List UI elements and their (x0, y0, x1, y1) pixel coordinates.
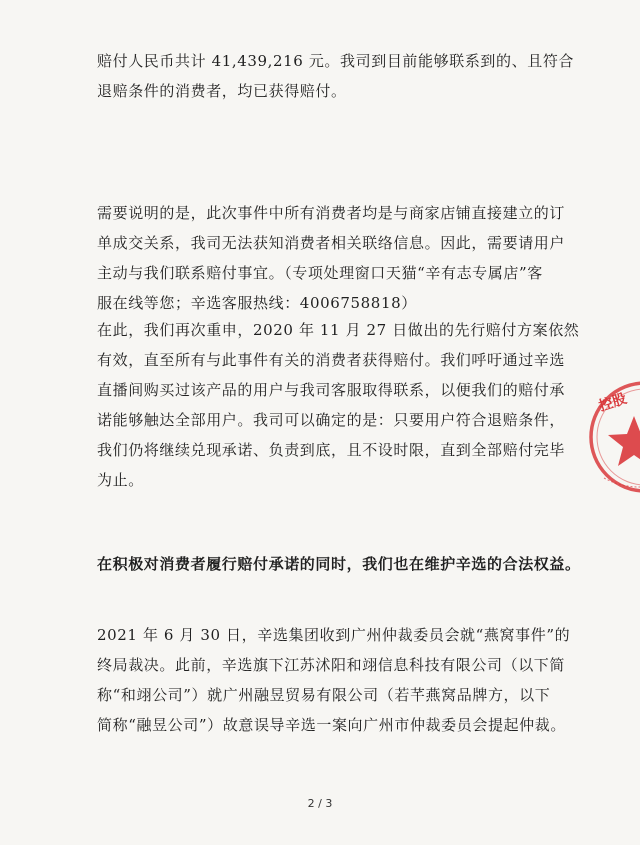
text-line: 服在线等您；辛选客服热线：4006758818） (97, 294, 417, 312)
text-line: 直播间购买过该产品的用户与我司客服取得联系，以便我们的赔付承 (97, 381, 566, 399)
paragraph-arbitration (97, 620, 571, 740)
paragraph-compensation-total (97, 46, 575, 106)
paragraph-reaffirmation (97, 315, 580, 495)
text-line: 需要说明的是，此次事件中所有消费者均是与商家店铺直接建立的订 (97, 204, 566, 222)
text-line: 我们仍将继续兑现承诺、负责到底，且不设时限，直到全部赔付完毕 (97, 441, 566, 459)
text-line: 在积极对消费者履行赔付承诺的同时，我们也在维护辛选的合法权益。 (97, 555, 581, 573)
text-line: 2021 年 6 月 30 日，辛选集团收到广州仲裁委员会就“燕窝事件”的 (97, 626, 571, 644)
text-line: 有效，直至所有与此事件有关的消费者获得赔付。我们呼吁通过辛选 (97, 351, 566, 369)
text-line: 终局裁决。此前，辛选旗下江苏沭阳和翊信息科技有限公司（以下简 (97, 656, 566, 674)
page-number: 2 / 3 (307, 797, 333, 810)
star-icon (608, 416, 640, 466)
text-line: 简称“融昱公司”）故意误导辛选一案向广州市仲裁委员会提起仲裁。 (97, 716, 566, 734)
svg-text:控股: 控股 (597, 390, 629, 415)
text-line: 主动与我们联系赔付事宜。（专项处理窗口天猫“辛有志专属店”客 (97, 264, 543, 282)
paragraph-contact-notice (97, 198, 565, 318)
text-line: 称“和翊公司”）就广州融昱贸易有限公司（若芊燕窝品牌方，以下 (97, 686, 551, 704)
text-line: 为止。 (97, 471, 144, 489)
text-line: 单成交关系，我司无法获知消费者相关联络信息。因此，需要请用户 (97, 234, 566, 252)
text-line: 在此，我们再次重申，2020 年 11 月 27 日做出的先行赔付方案依然 (97, 321, 580, 339)
paragraph-bold-statement (97, 549, 581, 579)
text-line: 诺能够触达全部用户。我司可以确定的是：只要用户符合退赔条件， (97, 411, 566, 429)
text-line: 赔付人民币共计 41,439,216 元。我司到目前能够联系到的、且符合 (97, 52, 575, 70)
company-seal-stamp (586, 378, 640, 496)
text-line: 退赔条件的消费者，均已获得赔付。 (97, 82, 347, 100)
